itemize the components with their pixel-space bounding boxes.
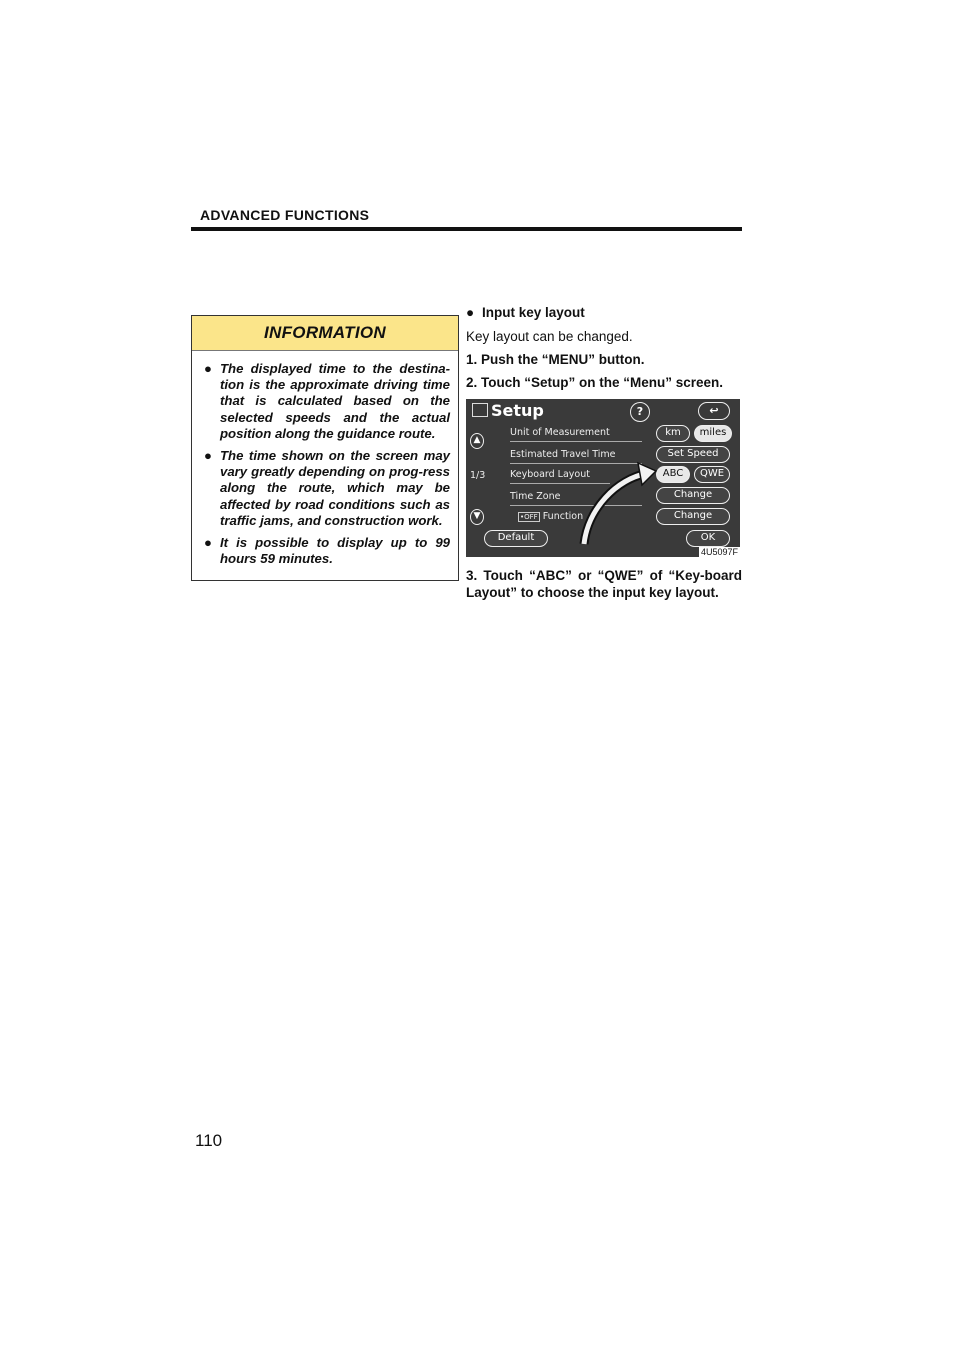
info-text: The time shown on the screen may vary greatly depending on prog-ress along the route, which may be affected by road conditions such as traffic jams, and construction work. — [220, 448, 450, 528]
row-time-zone: Time Zone — [510, 491, 561, 502]
help-button[interactable]: ? — [630, 402, 650, 422]
info-text: The displayed time to the destina-tion is the approximate driving time that is calculated based on the selected speeds and the actual position along the guidance route. — [220, 361, 450, 441]
bullet-icon: ● — [466, 305, 475, 320]
step-1: 1. Push the “MENU” button. — [466, 352, 645, 367]
intro-text: Key layout can be changed. — [466, 329, 633, 344]
information-list — [192, 351, 458, 567]
bullet-icon: ● — [204, 535, 212, 551]
back-button[interactable]: ↩ — [698, 402, 730, 420]
setup-screen-image — [466, 399, 740, 557]
info-text: It is possible to display up to 99 hours 59 minutes. — [220, 535, 450, 567]
change-time-zone-button[interactable]: Change — [656, 487, 730, 504]
km-button[interactable]: km — [656, 425, 690, 442]
row-estimated-travel-time: Estimated Travel Time — [510, 449, 616, 460]
off-badge: •OFF — [520, 513, 538, 521]
page-number: 110 — [195, 1131, 223, 1150]
list-item — [204, 361, 450, 442]
miles-button[interactable]: miles — [694, 425, 732, 442]
screen-title-text: Setup — [491, 401, 544, 420]
information-box — [191, 315, 459, 581]
header-rule — [191, 227, 742, 231]
step-2: 2. Touch “Setup” on the “Menu” screen. — [466, 375, 724, 390]
main-column — [466, 305, 742, 607]
default-button[interactable]: Default — [484, 530, 548, 547]
pointer-arrow — [466, 399, 740, 557]
image-code: 4U5097F — [700, 547, 738, 557]
information-title: INFORMATION — [192, 316, 458, 351]
scroll-up-icon[interactable]: ▲ — [470, 433, 484, 449]
change-function-button[interactable]: Change — [656, 508, 730, 525]
ok-button[interactable]: OK — [686, 530, 730, 547]
section-title: ADVANCED FUNCTIONS — [200, 207, 370, 223]
set-speed-button[interactable]: Set Speed — [656, 446, 730, 463]
qwe-button[interactable]: QWE — [694, 466, 730, 483]
row-function-text: Function — [542, 511, 584, 522]
row-keyboard-layout: Keyboard Layout — [510, 469, 590, 480]
scroll-down-icon[interactable]: ▼ — [470, 509, 484, 525]
subheading — [466, 305, 742, 320]
abc-button[interactable]: ABC — [656, 466, 690, 483]
bullet-icon: ● — [204, 361, 212, 376]
list-item — [204, 535, 450, 567]
step-3: 3. Touch “ABC” or “QWE” of “Key-board Layout” to choose the input key layout. — [466, 568, 742, 600]
bullet-icon: ● — [204, 448, 212, 464]
list-item — [204, 448, 450, 529]
page-indicator: 1/3 — [470, 470, 486, 481]
subheading-text: Input key layout — [482, 305, 585, 320]
row-unit-of-measurement: Unit of Measurement — [510, 427, 610, 438]
